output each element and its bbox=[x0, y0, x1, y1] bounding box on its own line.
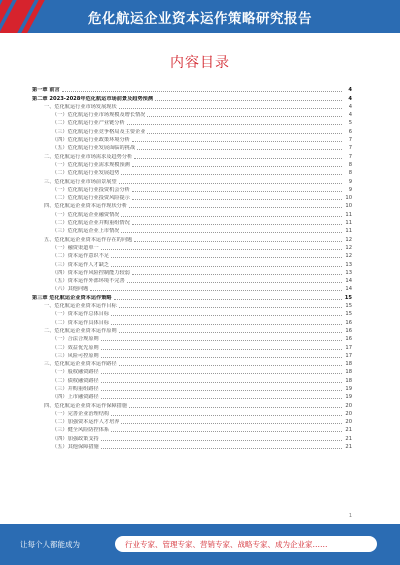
toc-leader-dots bbox=[101, 357, 342, 358]
toc-entry-page: 5 bbox=[348, 120, 352, 127]
toc-leader-dots bbox=[111, 431, 342, 432]
toc-leader-dots bbox=[111, 315, 342, 316]
toc-entry-text: （一）合法合规原则 bbox=[52, 336, 99, 343]
toc-entry[interactable] bbox=[32, 218, 352, 226]
toc-leader-dots bbox=[90, 290, 342, 291]
toc-leader-dots bbox=[121, 174, 342, 175]
toc-entry-text: （二）危化航运行业发展趋势 bbox=[52, 170, 120, 177]
toc-entry[interactable] bbox=[32, 359, 352, 367]
toc-entry-text: 第二章 2023-2028年危化航运市场前景及趋势预测 bbox=[32, 95, 154, 102]
toc-entry-text: 一、危化航运行业市场发展现状 bbox=[44, 103, 117, 110]
toc-entry-text: 一、危化航运企业资本运作目标 bbox=[44, 303, 117, 310]
toc-leader-dots bbox=[132, 166, 342, 167]
toc-title: 内容目录 bbox=[170, 55, 230, 71]
toc-entry-page: 20 bbox=[345, 402, 352, 409]
toc-entry[interactable] bbox=[32, 425, 352, 433]
toc-leader-dots bbox=[121, 216, 342, 217]
toc-entry[interactable] bbox=[32, 85, 352, 93]
toc-entry-page: 13 bbox=[345, 269, 352, 276]
toc-entry[interactable] bbox=[32, 110, 352, 118]
footer-pill bbox=[115, 536, 377, 552]
toc-entry-page: 12 bbox=[345, 236, 352, 243]
toc-entry-page: 7 bbox=[348, 145, 352, 152]
footer-pill-text: 行业专家、管理专家、营销专家、战略专家、成为企业家…… bbox=[125, 540, 328, 549]
toc-entry-text: （三）危化航运企业上市情况 bbox=[52, 228, 120, 235]
toc-entry-text: （一）股权融资路径 bbox=[52, 369, 99, 376]
toc-entry-text: （五）其他保障措施 bbox=[52, 444, 99, 451]
toc-entry-text: （四）资本运作风险控制能力较弱 bbox=[52, 269, 130, 276]
toc-leader-dots bbox=[137, 149, 342, 150]
toc-leader-dots bbox=[101, 349, 342, 350]
toc-leader-dots bbox=[62, 91, 342, 92]
toc-leader-dots bbox=[147, 116, 342, 117]
toc-entry[interactable] bbox=[32, 209, 352, 217]
toc-entry-page: 11 bbox=[345, 228, 352, 235]
toc-entry-text: （三）并购重组路径 bbox=[52, 385, 99, 392]
toc-entry-page: 8 bbox=[348, 170, 352, 177]
toc-leader-dots bbox=[101, 382, 342, 383]
toc-entry-page: 18 bbox=[345, 377, 352, 384]
toc-leader-dots bbox=[127, 282, 342, 283]
toc-entry[interactable] bbox=[32, 243, 352, 251]
toc-entry[interactable] bbox=[32, 185, 352, 193]
toc-entry-page: 21 bbox=[345, 435, 352, 442]
toc-leader-dots bbox=[155, 100, 342, 101]
toc-entry-page: 20 bbox=[345, 419, 352, 426]
toc-entry[interactable] bbox=[32, 226, 352, 234]
toc-entry-text: （五）危化航运行业发展面临的挑战 bbox=[52, 145, 136, 152]
toc-entry-text: （一）危化航运行业需求规模预测 bbox=[52, 161, 130, 168]
toc-entry-page: 21 bbox=[345, 444, 352, 451]
toc-entry-text: 第一章 前言 bbox=[32, 87, 60, 94]
toc-entry-page: 18 bbox=[345, 369, 352, 376]
toc-entry-text: 五、危化航运企业资本运作存在的问题 bbox=[44, 236, 133, 243]
toc-entry-page: 14 bbox=[345, 278, 352, 285]
toc-entry-text: （三）健全风险防控体系 bbox=[52, 427, 110, 434]
toc-entry[interactable] bbox=[32, 126, 352, 134]
toc-leader-dots bbox=[132, 224, 342, 225]
toc-entry[interactable] bbox=[32, 176, 352, 184]
toc-leader-dots bbox=[129, 207, 342, 208]
toc-entry-page: 7 bbox=[348, 153, 352, 160]
toc-entry-text: 四、危化航运企业资本运作现状分析 bbox=[44, 203, 128, 210]
toc-leader-dots bbox=[147, 133, 342, 134]
toc-entry[interactable] bbox=[32, 342, 352, 350]
toc-entry[interactable] bbox=[32, 151, 352, 159]
report-title: 危化航运企业资本运作策略研究报告 bbox=[88, 11, 312, 27]
toc-entry-text: （五）资本运作外部环境不完善 bbox=[52, 278, 125, 285]
toc-leader-dots bbox=[119, 183, 342, 184]
toc-leader-dots bbox=[132, 191, 342, 192]
toc-leader-dots bbox=[134, 158, 342, 159]
toc-entry[interactable] bbox=[32, 392, 352, 400]
toc-entry-page: 12 bbox=[345, 253, 352, 260]
toc-leader-dots bbox=[119, 332, 342, 333]
toc-entry-page: 15 bbox=[345, 303, 352, 310]
toc-entry[interactable] bbox=[32, 102, 352, 110]
toc-entry-text: （一）危化航运行业投资机会分析 bbox=[52, 186, 130, 193]
toc-entry-page: 17 bbox=[345, 352, 352, 359]
toc-entry[interactable] bbox=[32, 268, 352, 276]
toc-leader-dots bbox=[101, 398, 342, 399]
toc-entry[interactable] bbox=[32, 276, 352, 284]
toc-entry-text: （一）危化航运企业融资情况 bbox=[52, 211, 120, 218]
toc-leader-dots bbox=[132, 274, 342, 275]
toc-leader-dots bbox=[101, 249, 342, 250]
toc-entry-page: 21 bbox=[345, 427, 352, 434]
toc-entry-text: 第三章 危化航运企业资本运作策略 bbox=[32, 294, 112, 301]
toc-leader-dots bbox=[119, 307, 342, 308]
toc-entry[interactable] bbox=[32, 317, 352, 325]
toc-entry-page: 9 bbox=[348, 186, 352, 193]
toc-entry[interactable] bbox=[32, 143, 352, 151]
toc-entry[interactable] bbox=[32, 251, 352, 259]
toc-entry[interactable] bbox=[32, 201, 352, 209]
toc-entry-text: （二）危化航运行业产业链分析 bbox=[52, 120, 125, 127]
toc-leader-dots bbox=[101, 390, 342, 391]
toc-entry-text: （二）资本运作意识不足 bbox=[52, 253, 110, 260]
toc-entry-page: 19 bbox=[345, 385, 352, 392]
toc-entry-text: （一）融资渠道单一 bbox=[52, 244, 99, 251]
toc-entry[interactable] bbox=[32, 400, 352, 408]
table-of-contents bbox=[32, 85, 352, 450]
toc-entry-text: （二）效益优先原则 bbox=[52, 344, 99, 351]
toc-leader-dots bbox=[127, 124, 342, 125]
toc-entry[interactable] bbox=[32, 309, 352, 317]
toc-entry-page: 8 bbox=[348, 161, 352, 168]
toc-leader-dots bbox=[101, 440, 342, 441]
toc-leader-dots bbox=[111, 266, 342, 267]
toc-entry-text: （一）完善企业治理结构 bbox=[52, 410, 110, 417]
toc-entry[interactable] bbox=[32, 193, 352, 201]
toc-entry-page: 11 bbox=[345, 211, 352, 218]
toc-entry-text: 三、危化航运企业资本运作路径 bbox=[44, 361, 117, 368]
toc-entry-text: （一）资本运作总体目标 bbox=[52, 311, 110, 318]
toc-entry-text: （四）危化航运行业政策环境分析 bbox=[52, 137, 130, 144]
toc-entry-page: 4 bbox=[348, 103, 352, 110]
toc-entry[interactable] bbox=[32, 160, 352, 168]
report-footer bbox=[0, 524, 400, 565]
toc-entry-page: 4 bbox=[348, 87, 352, 94]
toc-entry-page: 16 bbox=[345, 327, 352, 334]
toc-leader-dots bbox=[129, 407, 342, 408]
footer-tagline: 让每个人都能成为 bbox=[20, 540, 80, 549]
toc-entry-text: （三）危化航运行业竞争格局及主要企业 bbox=[52, 128, 146, 135]
toc-entry[interactable] bbox=[32, 367, 352, 375]
toc-entry-text: （三）资本运作人才缺乏 bbox=[52, 261, 110, 268]
toc-leader-dots bbox=[111, 257, 342, 258]
toc-entry-page: 15 bbox=[345, 311, 352, 318]
toc-leader-dots bbox=[101, 448, 342, 449]
toc-leader-dots bbox=[101, 340, 342, 341]
toc-leader-dots bbox=[114, 299, 342, 300]
toc-entry-page: 13 bbox=[345, 261, 352, 268]
report-header bbox=[0, 0, 400, 33]
page-number: 1 bbox=[348, 513, 352, 519]
toc-entry-text: （二）危化航运企业并购重组情况 bbox=[52, 220, 130, 227]
toc-entry-text: （三）风险可控原则 bbox=[52, 352, 99, 359]
toc-entry[interactable] bbox=[32, 284, 352, 292]
toc-entry-text: 二、危化航运行业市场需求及趋势分析 bbox=[44, 153, 133, 160]
toc-entry[interactable] bbox=[32, 334, 352, 342]
toc-leader-dots bbox=[101, 373, 342, 374]
toc-entry-page: 6 bbox=[348, 128, 352, 135]
toc-entry-text: （二）加强资本运作人才培养 bbox=[52, 419, 120, 426]
toc-entry-page: 16 bbox=[345, 336, 352, 343]
toc-entry-page: 14 bbox=[345, 286, 352, 293]
toc-entry-page: 9 bbox=[348, 178, 352, 185]
toc-entry-page: 10 bbox=[345, 195, 352, 202]
toc-entry-text: （二）债权融资路径 bbox=[52, 377, 99, 384]
toc-leader-dots bbox=[119, 365, 342, 366]
toc-entry-page: 10 bbox=[345, 203, 352, 210]
toc-entry[interactable] bbox=[32, 409, 352, 417]
toc-entry-text: （六）其他问题 bbox=[52, 286, 89, 293]
toc-entry[interactable] bbox=[32, 168, 352, 176]
toc-entry-page: 20 bbox=[345, 410, 352, 417]
toc-entry[interactable] bbox=[32, 93, 352, 101]
toc-entry-page: 19 bbox=[345, 394, 352, 401]
toc-entry-page: 15 bbox=[344, 294, 352, 301]
toc-entry-text: （四）加强政策支持 bbox=[52, 435, 99, 442]
toc-entry[interactable] bbox=[32, 259, 352, 267]
toc-entry-page: 4 bbox=[348, 112, 352, 119]
toc-entry[interactable] bbox=[32, 384, 352, 392]
toc-entry-text: 二、危化航运企业资本运作原则 bbox=[44, 327, 117, 334]
toc-leader-dots bbox=[111, 415, 342, 416]
toc-entry[interactable] bbox=[32, 301, 352, 309]
toc-leader-dots bbox=[132, 141, 342, 142]
toc-entry-text: （一）危化航运行业市场规模及增长情况 bbox=[52, 112, 146, 119]
toc-leader-dots bbox=[121, 423, 342, 424]
toc-leader-dots bbox=[111, 324, 342, 325]
toc-entry[interactable] bbox=[32, 433, 352, 441]
toc-leader-dots bbox=[132, 199, 342, 200]
toc-entry[interactable] bbox=[32, 135, 352, 143]
toc-entry-text: 三、危化航运行业市场前景展望 bbox=[44, 178, 117, 185]
toc-entry-text: （四）上市融资路径 bbox=[52, 394, 99, 401]
toc-leader-dots bbox=[134, 241, 342, 242]
toc-entry-page: 11 bbox=[345, 220, 352, 227]
toc-entry[interactable] bbox=[32, 326, 352, 334]
toc-entry[interactable] bbox=[32, 351, 352, 359]
toc-entry[interactable] bbox=[32, 292, 352, 300]
toc-entry[interactable] bbox=[32, 118, 352, 126]
toc-entry-page: 16 bbox=[345, 319, 352, 326]
toc-entry-page: 4 bbox=[348, 95, 352, 102]
toc-entry-text: 四、危化航运企业资本运作保障措施 bbox=[44, 402, 128, 409]
toc-entry-text: （二）资本运作具体目标 bbox=[52, 319, 110, 326]
toc-leader-dots bbox=[119, 108, 342, 109]
toc-entry[interactable] bbox=[32, 234, 352, 242]
toc-entry-page: 12 bbox=[345, 244, 352, 251]
toc-entry[interactable] bbox=[32, 442, 352, 450]
toc-entry[interactable] bbox=[32, 417, 352, 425]
toc-leader-dots bbox=[121, 232, 342, 233]
toc-entry-page: 18 bbox=[345, 361, 352, 368]
toc-entry-page: 17 bbox=[345, 344, 352, 351]
toc-entry-page: 7 bbox=[348, 137, 352, 144]
toc-entry[interactable] bbox=[32, 375, 352, 383]
toc-entry-text: （二）危化航运行业投资风险提示 bbox=[52, 195, 130, 202]
